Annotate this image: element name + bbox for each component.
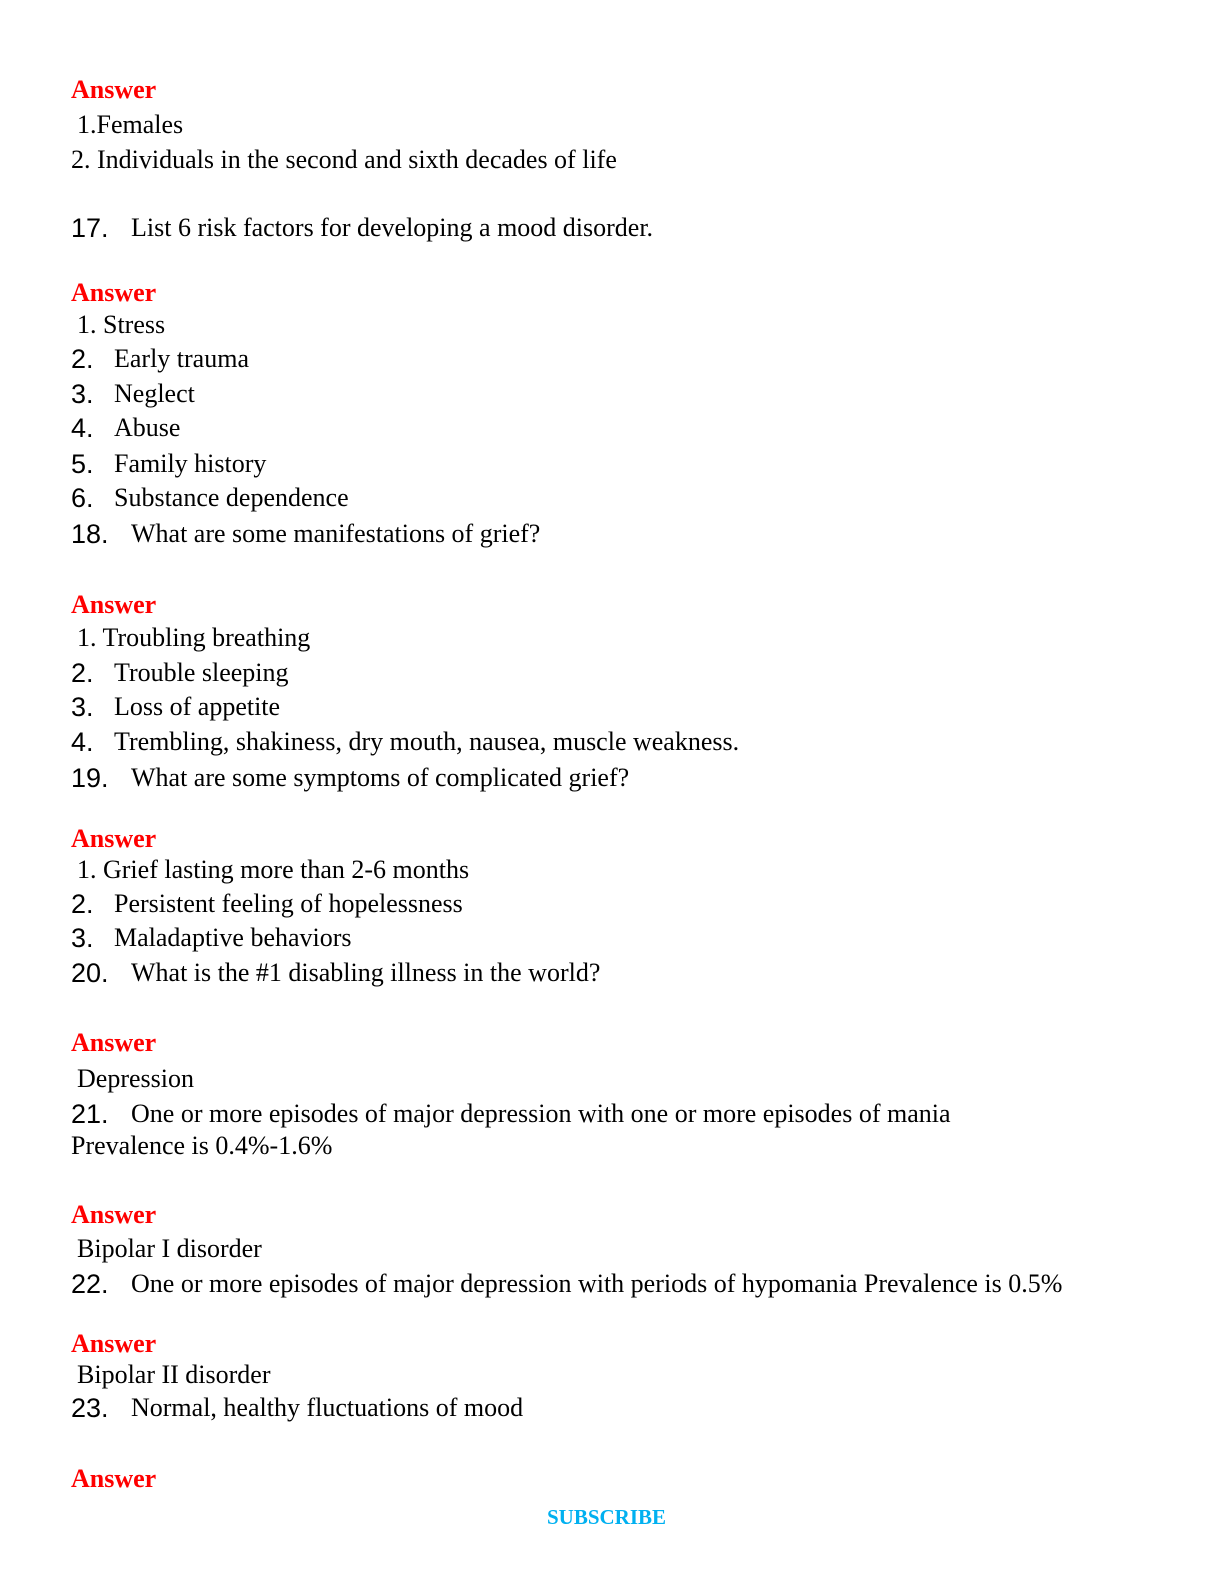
item-text: Substance dependence — [114, 483, 349, 512]
question-number: 19. — [71, 763, 109, 793]
item-number: 3. — [71, 692, 94, 722]
question-text: What are some symptoms of complicated grief? — [131, 763, 630, 792]
question-text: One or more episodes of major depression with one or more episodes of mania — [131, 1099, 951, 1128]
answer-item — [71, 889, 1171, 919]
item-number: 2. — [71, 344, 94, 374]
item-number: 6. — [71, 483, 94, 513]
answer-item: 1. Troubling breathing — [77, 623, 311, 652]
answer-item — [71, 344, 1171, 374]
question-17 — [71, 213, 1171, 243]
question-21 — [71, 1099, 1171, 1129]
answer-label: Answer — [71, 590, 157, 619]
answer-label: Answer — [71, 1028, 157, 1057]
answer-item: 2. Individuals in the second and sixth decades of life — [71, 145, 617, 174]
answer-text: Bipolar I disorder — [77, 1234, 262, 1263]
item-text: Early trauma — [114, 344, 249, 373]
question-number: 22. — [71, 1269, 109, 1299]
question-number: 23. — [71, 1393, 109, 1423]
item-number: 4. — [71, 727, 94, 757]
question-19 — [71, 763, 1171, 793]
item-text: Persistent feeling of hopelessness — [114, 889, 463, 918]
answer-item — [71, 923, 1171, 953]
question-22 — [71, 1269, 1171, 1299]
question-number: 18. — [71, 519, 109, 549]
answer-label: Answer — [71, 1464, 157, 1493]
answer-item — [71, 727, 1171, 757]
answer-text: Bipolar II disorder — [77, 1360, 271, 1389]
item-text: Abuse — [114, 413, 181, 442]
item-number: 2. — [71, 658, 94, 688]
answer-item: 1. Grief lasting more than 2-6 months — [77, 855, 470, 884]
item-number: 3. — [71, 379, 94, 409]
question-text: List 6 risk factors for developing a mood disorder. — [131, 213, 654, 242]
question-text: Normal, healthy fluctuations of mood — [131, 1393, 524, 1422]
item-text: Neglect — [114, 379, 195, 408]
question-20 — [71, 958, 1171, 988]
answer-label: Answer — [71, 1200, 157, 1229]
item-text: Trouble sleeping — [114, 658, 289, 687]
answer-label: Answer — [71, 824, 157, 853]
answer-label: Answer — [71, 75, 157, 104]
answer-item — [71, 483, 1171, 513]
answer-item — [71, 449, 1171, 479]
answer-label: Answer — [71, 278, 157, 307]
question-18 — [71, 519, 1171, 549]
question-number: 20. — [71, 958, 109, 988]
answer-item: 1.Females — [77, 110, 184, 139]
answer-item: 1. Stress — [77, 310, 166, 339]
question-number: 21. — [71, 1099, 109, 1129]
question-text-continued: Prevalence is 0.4%-1.6% — [71, 1131, 333, 1160]
answer-item — [71, 413, 1171, 443]
item-text: Loss of appetite — [114, 692, 281, 721]
item-number: 2. — [71, 889, 94, 919]
question-text: One or more episodes of major depression with periods of hypomania Prevalence is 0.5% — [131, 1269, 1063, 1298]
answer-item — [71, 692, 1171, 722]
item-number: 5. — [71, 449, 94, 479]
item-text: Maladaptive behaviors — [114, 923, 352, 952]
item-number: 3. — [71, 923, 94, 953]
question-text: What is the #1 disabling illness in the world? — [131, 958, 601, 987]
item-text: Trembling, shakiness, dry mouth, nausea, muscle weakness. — [114, 727, 740, 756]
answer-text: Depression — [77, 1064, 194, 1093]
question-number: 17. — [71, 213, 109, 243]
item-number: 4. — [71, 413, 94, 443]
item-text: Family history — [114, 449, 267, 478]
answer-item — [71, 379, 1171, 409]
question-23 — [71, 1393, 1171, 1423]
question-text: What are some manifestations of grief? — [131, 519, 541, 548]
answer-label: Answer — [71, 1329, 157, 1358]
answer-item — [71, 658, 1171, 688]
subscribe-link[interactable]: SUBSCRIBE — [546, 1505, 667, 1529]
